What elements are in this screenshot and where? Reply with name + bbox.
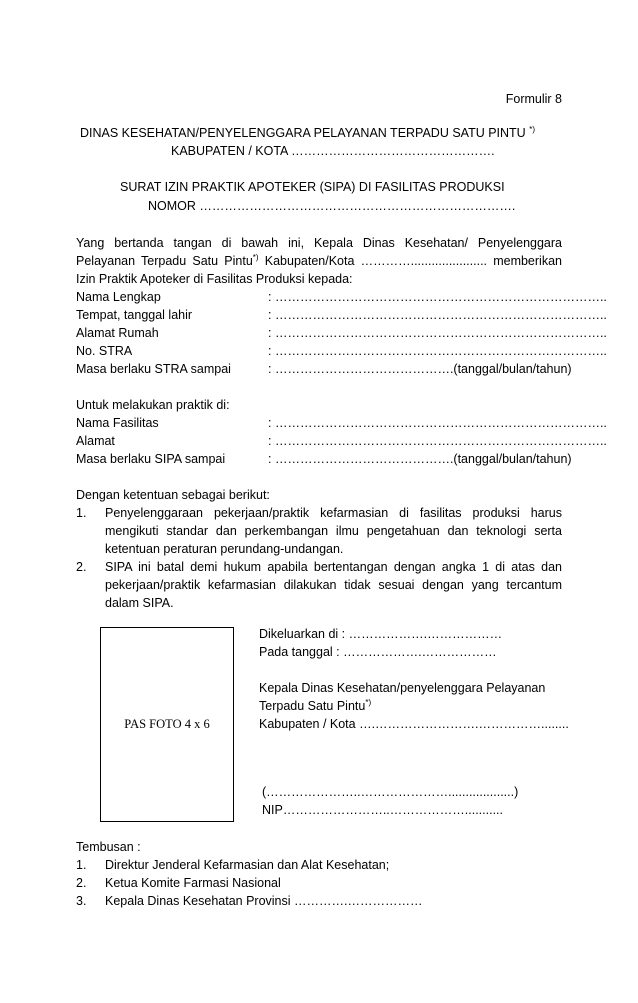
field-value: : …………………………………………………………………….. bbox=[268, 290, 607, 304]
agency-note-mark: *) bbox=[529, 124, 535, 134]
intro-text-part1: Yang bertanda tangan di bawah ini, Kepala Dinas Kesehatan/ Penyelenggara Pelayanan Terpadu Satu Pintu bbox=[76, 236, 562, 268]
field-label: Tempat, tanggal lahir bbox=[76, 308, 193, 322]
condition-text: Penyelenggaraan pekerjaan/praktik kefarmasian di fasilitas produksi harus mengikuti standar dan perkembangan ilmu pengetahuan dan teknologi serta ketentuan peraturan perundang-undangan. bbox=[105, 506, 562, 556]
issued-at-field: Dikeluarkan di : ……………….……………… bbox=[259, 627, 503, 641]
form-number: Formulir 8 bbox=[505, 92, 562, 106]
field-label: Masa berlaku STRA sampai bbox=[76, 362, 231, 376]
document-number: NOMOR …………………………………………………………………. bbox=[148, 199, 516, 213]
field-label: Nama Lengkap bbox=[76, 290, 161, 304]
field-value: : …………………………………………………………………….. bbox=[268, 344, 607, 358]
condition-number: 2. bbox=[76, 560, 87, 574]
field-label: Alamat bbox=[76, 434, 115, 448]
cc-recipient: Direktur Jenderal Kefarmasian dan Alat Kesehatan; bbox=[105, 858, 390, 872]
field-label: Alamat Rumah bbox=[76, 326, 159, 340]
field-label: Nama Fasilitas bbox=[76, 416, 159, 430]
cc-title: Tembusan : bbox=[76, 840, 141, 854]
nip-line: NIP……………………..………………........... bbox=[262, 803, 503, 817]
field-value: : …………………………………………………………………….. bbox=[268, 434, 607, 448]
field-label: No. STRA bbox=[76, 344, 133, 358]
official-title-line2 bbox=[259, 699, 371, 713]
field-label: Masa berlaku SIPA sampai bbox=[76, 452, 226, 466]
issue-date-field: Pada tanggal : ……………….……………… bbox=[259, 645, 497, 659]
signature-name-line: (…………………..…………………...................) bbox=[262, 785, 519, 799]
condition-number: 1. bbox=[76, 506, 87, 520]
agency-header-line2: KABUPATEN / KOTA …………………………………………. bbox=[171, 144, 495, 158]
document-title: SURAT IZIN PRAKTIK APOTEKER (SIPA) DI FASILITAS PRODUKSI bbox=[120, 180, 505, 194]
photo-placeholder-box bbox=[100, 627, 234, 822]
cc-recipient: Ketua Komite Farmasi Nasional bbox=[105, 876, 281, 890]
field-value: : …………………………………………………………………….. bbox=[268, 416, 607, 430]
agency-name: DINAS KESEHATAN/PENYELENGGARA PELAYANAN TERPADU SATU PINTU bbox=[80, 126, 526, 140]
official-title-line3: Kabupaten / Kota ….…………………….……………........ bbox=[259, 717, 569, 731]
official-title-line1: Kepala Dinas Kesehatan/penyelenggara Pelayanan bbox=[259, 681, 546, 695]
photo-label: PAS FOTO 4 x 6 bbox=[124, 717, 210, 731]
field-value: : …………………………………………………………………….. bbox=[268, 326, 607, 340]
cc-recipient: Kepala Dinas Kesehatan Provinsi ………….……………… bbox=[105, 894, 423, 908]
official-note-mark: *) bbox=[365, 697, 372, 707]
agency-header-line1 bbox=[80, 126, 535, 140]
field-value: : …………………………………….(tanggal/bulan/tahun) bbox=[268, 362, 572, 376]
official-title-text: Terpadu Satu Pintu bbox=[259, 699, 366, 713]
intro-text-part2: Kabupaten/Kota …………...................... memberikan Izin Praktik Apoteker di Fasilitas Produksi kepada: bbox=[76, 254, 562, 286]
cc-number: 3. bbox=[76, 894, 87, 908]
cc-number: 2. bbox=[76, 876, 87, 890]
intro-paragraph bbox=[76, 234, 562, 288]
field-value: : …………………………………….(tanggal/bulan/tahun) bbox=[268, 452, 572, 466]
condition-text: SIPA ini batal demi hukum apabila bertentangan dengan angka 1 di atas dan pekerjaan/praktik kefarmasian dilakukan tidak sesuai dengan yang tercantum dalam SIPA. bbox=[105, 560, 562, 610]
conditions-intro: Dengan ketentuan sebagai berikut: bbox=[76, 488, 270, 502]
field-value: : …………………………………………………………………….. bbox=[268, 308, 607, 322]
cc-number: 1. bbox=[76, 858, 87, 872]
intro-note-mark: *) bbox=[252, 252, 259, 262]
practice-intro: Untuk melakukan praktik di: bbox=[76, 398, 230, 412]
